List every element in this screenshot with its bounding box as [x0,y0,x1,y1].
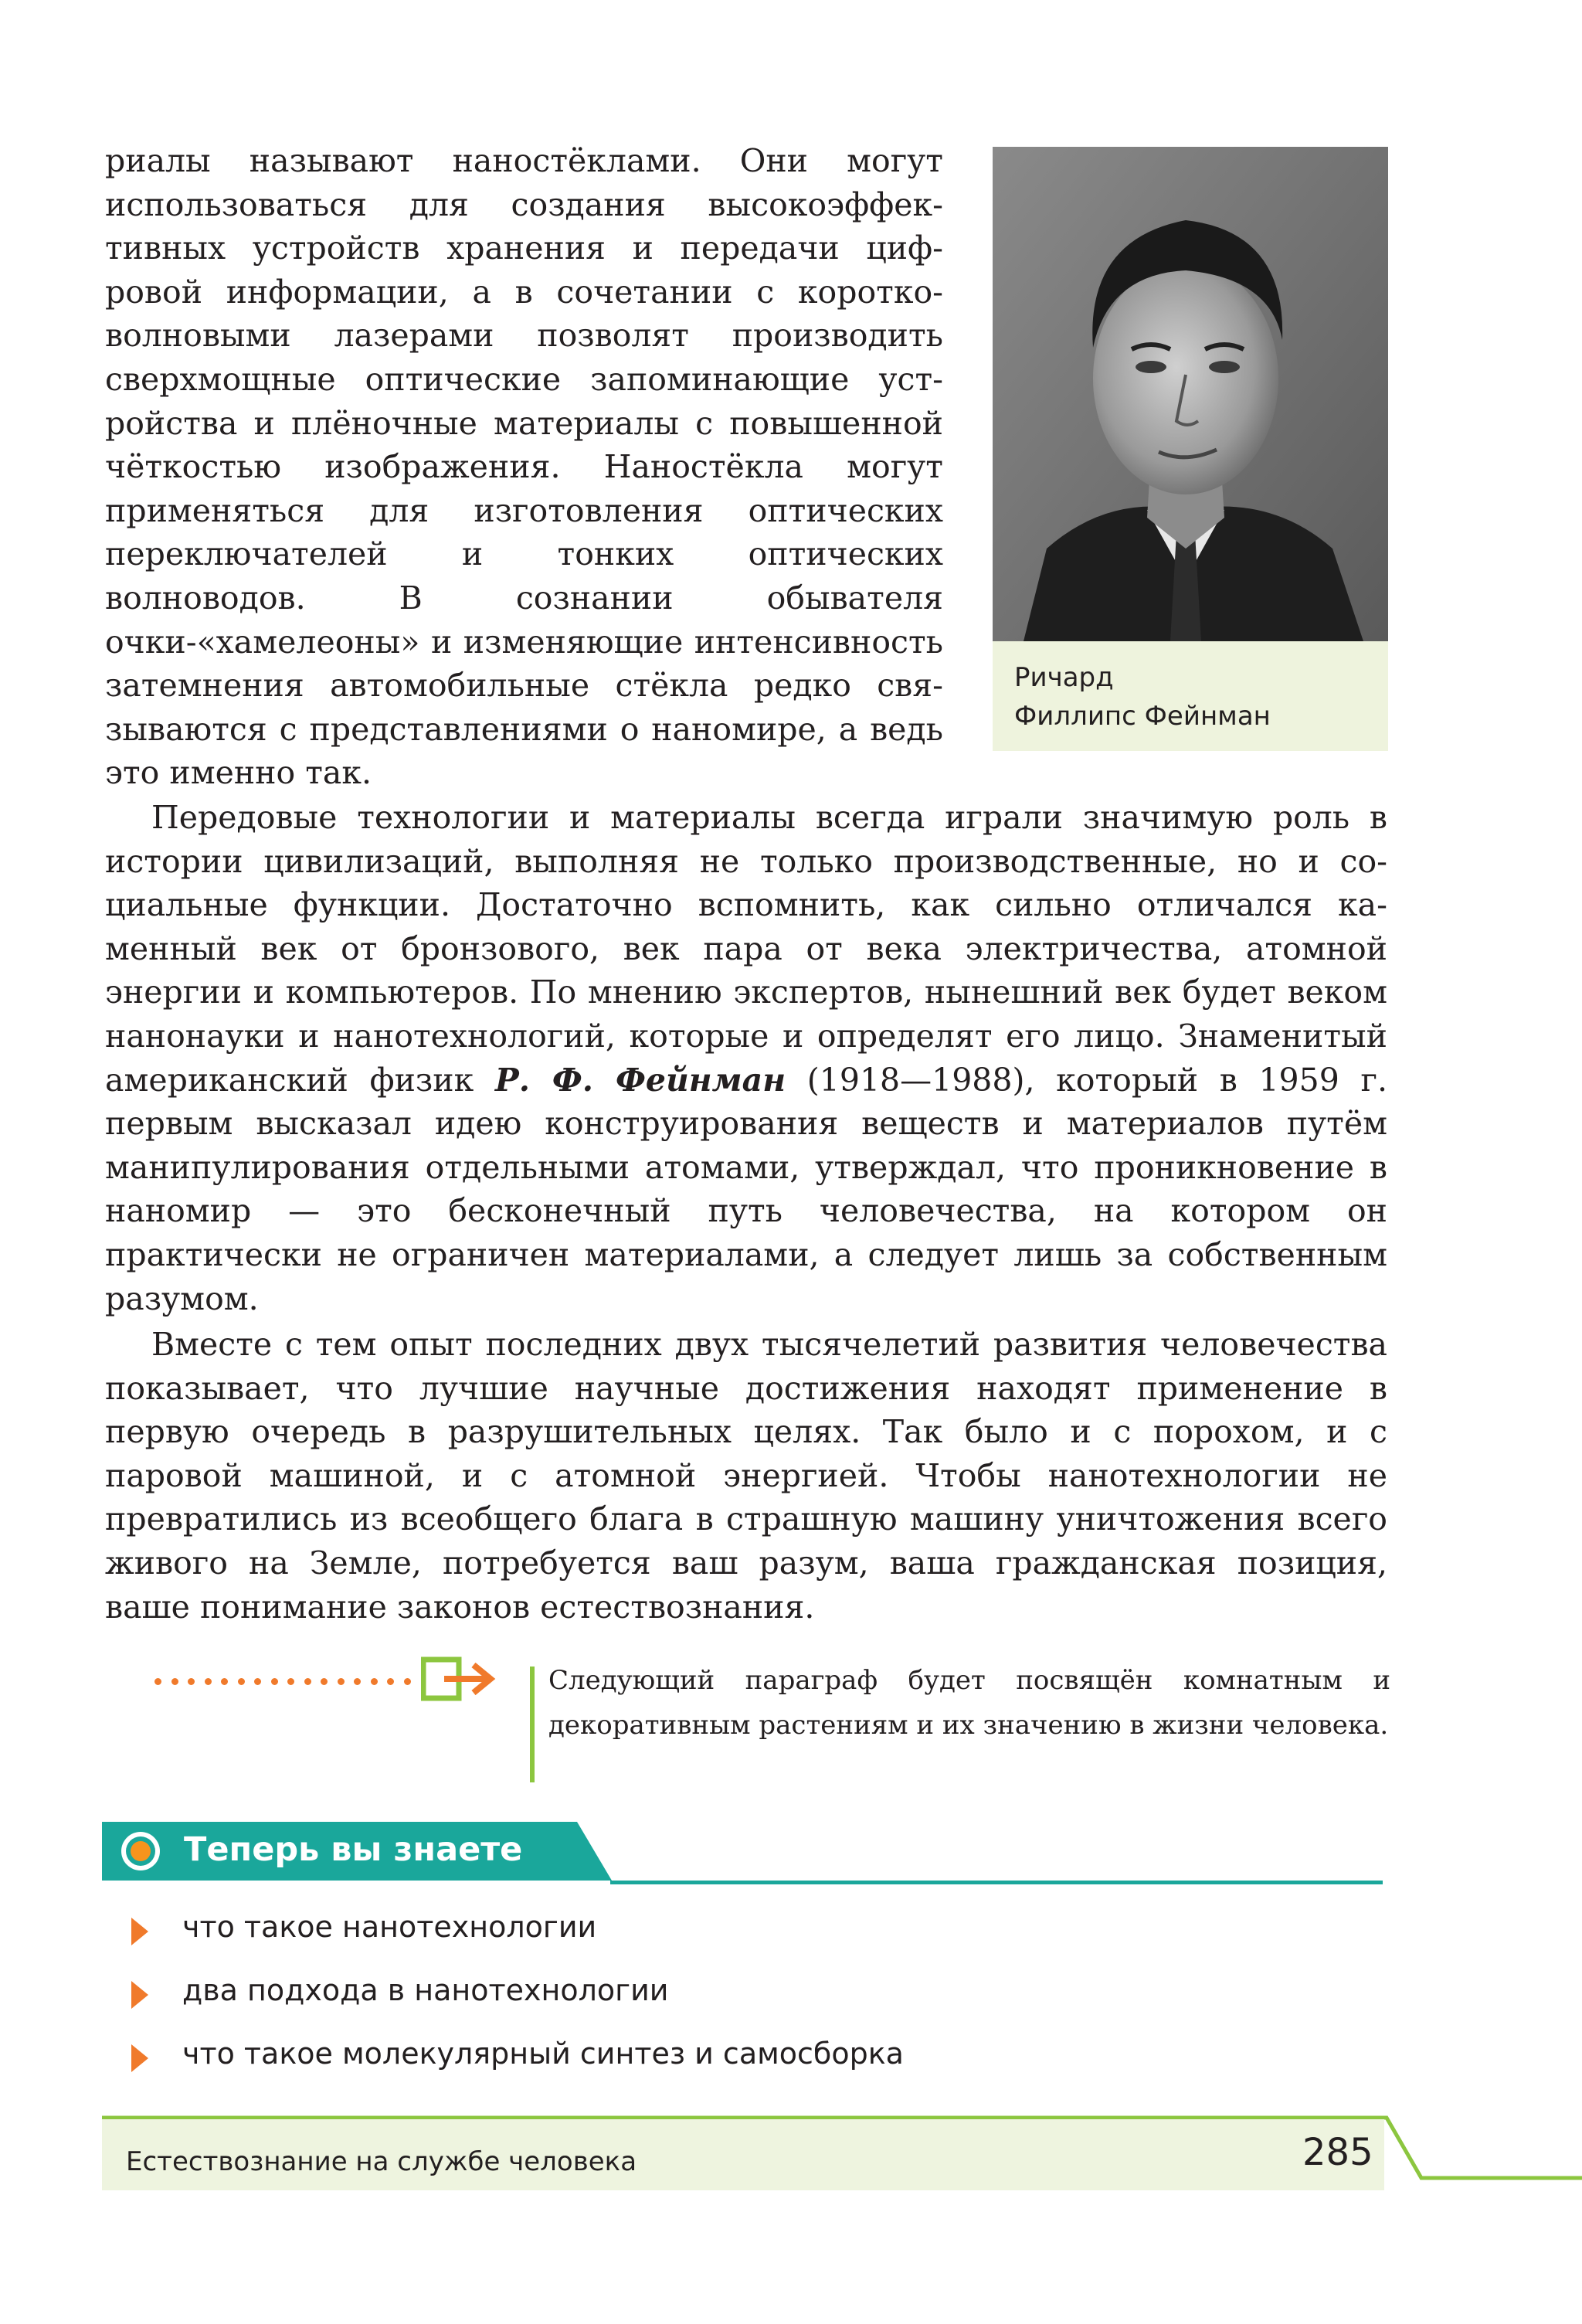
portrait-photo [993,147,1388,641]
now-you-know-title: Теперь вы знаете [184,1830,523,1869]
footer-title: Естествознание на службе человека [126,2146,637,2177]
person-name-emphasis: Р. Ф. Фейнман [494,1061,786,1099]
dotted-leader [154,1673,420,1688]
know-item-label: два подхода в нанотехнологии [182,1973,669,2007]
paragraph-2-text-after: (1918—1988), который в 1959 г. первым высказал идею конструирования веществ и материалов путём манипулирования отдельными атомами, утверждал, что проникновение в наномир — это бесконечный путь человечества, на котором он практически не ограничен материалами, а следует лишь за собственным разумом. [105,1061,1387,1317]
next-arrow-icon [421,1656,498,1705]
column-paragraph: риалы называют наностёклами. Они могут использоваться для создания высокоэффективных устройств хранения и передачи цифровой информации, а в сочетании с коротковолновыми лазерами позволят производить сверхмощные оптические запоминающие устройства и плёночные материалы с повышенной чёткостью изображения. Наностёкла могут применяться для изготовления оптических переключателей и тонких оптических волноводов. В сознании обывателя очки-«хамелеоны» и изменяющие интенсивность затемнения автомобильные стёкла редко связываются с представлениями о наномире, а ведь это именно так. [105,142,943,792]
know-item-label: что такое молекулярный синтез и самосборка [182,2037,904,2071]
orange-triangle-icon [131,2044,148,2072]
now-you-know-rule [610,1881,1383,1884]
caption-line-2: Филлипс Фейнман [1014,701,1271,732]
next-paragraph-note: Следующий параграф будет посвящён комнатным и декоративным растениям и их значению в жизни человека. [548,1665,1390,1741]
portrait-caption [1014,658,1271,736]
page-number: 285 [1302,2131,1373,2174]
body-paragraph-3: Вместе с тем опыт последних двух тысячелетий развития человечества показывает, что лучшие научные достижения находят применение в первую очередь в разрушительных целях. Так было и с порохом, и с паровой машиной, и с атомной энергией. Чтобы нанотехнологии не превратились из всеобщего блага в страшную машину уничтожения всего живого на Земле, потребуется ваш разум, ваша гражданская позиция, ваше понимание законов естествознания. [105,1326,1387,1626]
caption-line-1: Ричард [1014,662,1114,693]
orange-triangle-icon [131,1918,148,1945]
note-bar [530,1667,535,1782]
know-item-label: что такое нанотехнологии [182,1910,597,1944]
portrait-caption-box [993,641,1388,751]
paragraph-2-text-before: Передовые технологии и материалы всегда играли значимую роль в истории цивилизаций, выполняя не только производственные, но и социальные функции. Достаточно вспомнить, как сильно отличался каменный век от бронзового, век пара от века электричества, атомной энергии и компьютеров. По мнению экспертов, нынешний век будет веком нанонауки и нанотехнологий, которые и определят его лицо. Знаменитый американский физик [105,799,1387,1099]
body-paragraph-2 [105,796,1387,1320]
orange-triangle-icon [131,1981,148,2009]
